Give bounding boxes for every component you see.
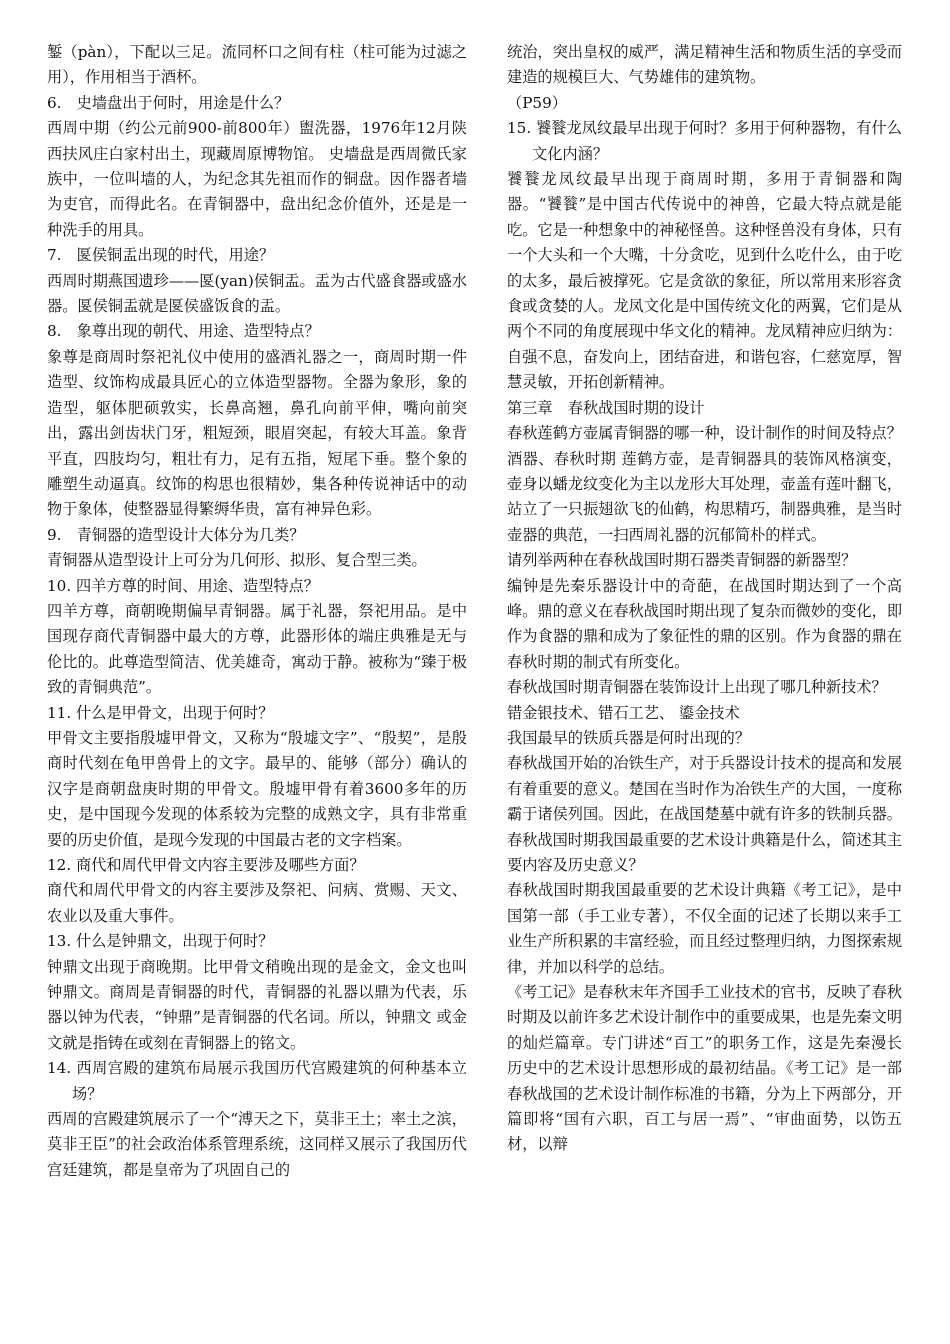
answer-paragraph: 錾（pàn），下配以三足。流同杯口之间有柱（柱可能为过滤之用），作用相当于酒杯。 (47, 43, 467, 87)
answer-paragraph: 象尊是商周时祭祀礼仪中使用的盛酒礼器之一，商周时期一件造型、纹饰构成最具匠心的立体造型器物。全器为象形，象的造型，躯体肥硕敦实，长鼻高翘，鼻孔向前平伸，嘴向前突出，露出剑齿状门牙，粗短颈，眼眉突起，有较大耳盖。象背平直，四肢均匀，粗壮有力，足有五指，短尾下垂。整个象的雕塑生动逼真。纹饰的构思也很精妙，集各种传说神话中的动物于象体，使整器显得繁缛华贵，富有神异色彩。 (47, 347, 467, 519)
question-line: 12. 商代和周代甲骨文内容主要涉及哪些方面？ (47, 856, 365, 874)
question-line: 请列举两种在春秋战国时期石器类青铜器的新器型？ (507, 551, 857, 570)
left-column (47, 40, 467, 1183)
question-line: 7. 匽侯铜盂出现的时代，用途？ (47, 246, 275, 265)
answer-paragraph: 统治，突出皇权的威严，满足精神生活和物质生活的享受而建造的规模巨大、气势雄伟的建筑物。 (507, 43, 902, 87)
answer-paragraph: 甲骨文主要指殷墟甲骨文，又称为“殷墟文字”、“殷契”，是殷商时代刻在龟甲兽骨上的文字。最早的、能够（部分）确认的汉字是商朝盘庚时期的甲骨文。殷墟甲骨有着3600多年的历史，是中国现今发现的体系较为完整的成熟文字，具有非常重要的历史价值，是现今发现的中国最古老的文字档案。 (47, 728, 467, 849)
answer-paragraph: 春秋战国时期我国最重要的艺术设计典籍《考工记》，是中国第一部（手工业专著），不仅全面的记述了长期以来手工业生产所积累的丰富经验，而且经过整理归纳，力图探索规律，并加以科学的总结。 (507, 881, 902, 976)
question-line: 春秋战国时期我国最重要的艺术设计典籍是什么，简述其主要内容及历史意义？ (507, 830, 902, 874)
answer-paragraph: 商代和周代甲骨文的内容主要涉及祭祀、问病、赏赐、天文、农业以及重大事件。 (47, 881, 467, 925)
answer-paragraph: 酒器、春秋时期 莲鹤方壶，是青铜器具的装饰风格演变，壶身以蟠龙纹变化为主以龙形大耳处理，壶盖有莲叶翻飞，站立了一只振翅欲飞的仙鹤，构思精巧，制器典雅，是当时壶器的典范，一扫西周礼器的沉郁简朴的样式。 (507, 449, 902, 544)
answer-paragraph: 青铜器从造型设计上可分为几何形、拟形、复合型三类。 (47, 551, 427, 570)
answer-paragraph: 错金银技术、错石工艺、 鎏金技术 (507, 703, 740, 722)
question-line: 春秋战国时期青铜器在装饰设计上出现了哪几种新技术？ (507, 678, 887, 697)
right-column (507, 40, 902, 1158)
question-line: 春秋莲鹤方壶属青铜器的哪一种，设计制作的时间及特点？ (507, 424, 902, 443)
answer-paragraph: 编钟是先秦乐器设计中的奇葩，在战国时期达到了一个高峰。鼎的意义在春秋战国时期出现了复杂而微妙的变化，即作为食器的鼎和成为了象征性的鼎的区别。作为食器的鼎在春秋时期的制式有所变化。 (507, 576, 902, 671)
answer-paragraph: 西周的宫殿建筑展示了一个“溥天之下，莫非王土；率土之滨，莫非王臣”的社会政治体系管理系统，这同样又展示了我国历代宫廷建筑，都是皇帝为了巩固自己的 (47, 1110, 467, 1179)
answer-paragraph: 春秋战国开始的冶铁生产，对于兵器设计技术的提高和发展有着重要的意义。楚国在当时作为冶铁生产的大国，一度称霸于诸侯列国。因此，在战国楚墓中就有许多的铁制兵器。 (507, 754, 902, 824)
question-line: 10. 四羊方尊的时间、用途、造型特点？ (47, 576, 319, 595)
question-line: 8. 象尊出现的朝代、用途、造型特点？ (47, 322, 320, 341)
question-line: 我国最早的铁质兵器是何时出现的？ (507, 728, 750, 747)
question-line: 13. 什么是钟鼎文，出现于何时？ (47, 932, 274, 951)
answer-paragraph: 《考工记》是春秋末年齐国手工业技术的官书，反映了春秋时期及以前许多艺术设计制作中的重要成果，也是先秦文明的灿烂篇章。专门讲述“百工”的职务工作，这是先秦漫长历史中的艺术设计思想形成的最初结晶。《考工记》是一部春秋战国的艺术设计制作标准的书籍，分为上下两部分，开篇即将“国有六职，百工与居一焉”、“审曲面势，以饬五材，以辩 (507, 983, 902, 1154)
answer-paragraph: 四羊方尊，商朝晚期偏早青铜器。属于礼器，祭祀用品。是中国现存商代青铜器中最大的方尊，此器形体的端庄典雅是无与伦比的。此尊造型简洁、优美雄奇，寓动于静。被称为“臻于极致的青铜典范”。 (47, 601, 467, 697)
answer-paragraph: 西周时期燕国遗珍——匽(yan)侯铜盂。盂为古代盛食器或盛水器。匽侯铜盂就是匽侯盛饭食的盂。 (47, 271, 467, 316)
answer-paragraph: （P59） (507, 93, 567, 112)
question-line: 15. 饕餮龙凤纹最早出现于何时？多用于何种器物，有什么文化内涵？ (507, 119, 902, 163)
question-line: 6. 史墙盘出于何时，用途是什么？ (47, 93, 290, 112)
answer-paragraph: 饕餮龙凤纹最早出现于商周时期，多用于青铜器和陶器。“饕餮”是中国古代传说中的神兽，它最大特点就是能吃。它是一种想象中的神秘怪兽。这种怪兽没有身体，只有一个大头和一个大嘴，十分贪吃，见到什么吃什么，由于吃的太多，最后被撑死。它是贪欲的象征，所以常用来形容贪食或贪婪的人。龙凤文化是中国传统文化的两翼，它们是从两个不同的角度展现中华文化的精神。龙凤精神应归纳为：自强不息，奋发向上，团结奋进，和谐包容，仁慈宽厚，智慧灵敏，开拓创新精神。 (507, 170, 902, 392)
question-line: 第三章 春秋战国时期的设计 (507, 398, 705, 417)
answer-paragraph: 钟鼎文出现于商晚期。比甲骨文稍晚出现的是金文，金文也叫钟鼎文。商周是青铜器的时代，青铜器的礼器以鼎为代表，乐器以钟为代表，“钟鼎”是青铜器的代名词。所以，钟鼎文 或金文就是指铸在或刻在青铜器上的铭文。 (47, 957, 467, 1052)
answer-paragraph: 西周中期（约公元前900-前800年）盥洗器，1976年12月陕西扶风庄白家村出土，现藏周原博物馆。 史墙盘是西周微氏家族中，一位叫墙的人，为纪念其先祖而作的铜盘。因作器者墙为吏官，而得此名。在青铜器中，盘出纪念价值外，还是是一种洗手的用具。 (47, 119, 467, 239)
question-line: 11. 什么是甲骨文，出现于何时？ (47, 703, 274, 722)
question-line: 14. 西周宫殿的建筑布局展示我国历代宫殿建筑的何种基本立场？ (47, 1059, 467, 1103)
question-line: 9. 青铜器的造型设计大体分为几类？ (47, 525, 305, 544)
